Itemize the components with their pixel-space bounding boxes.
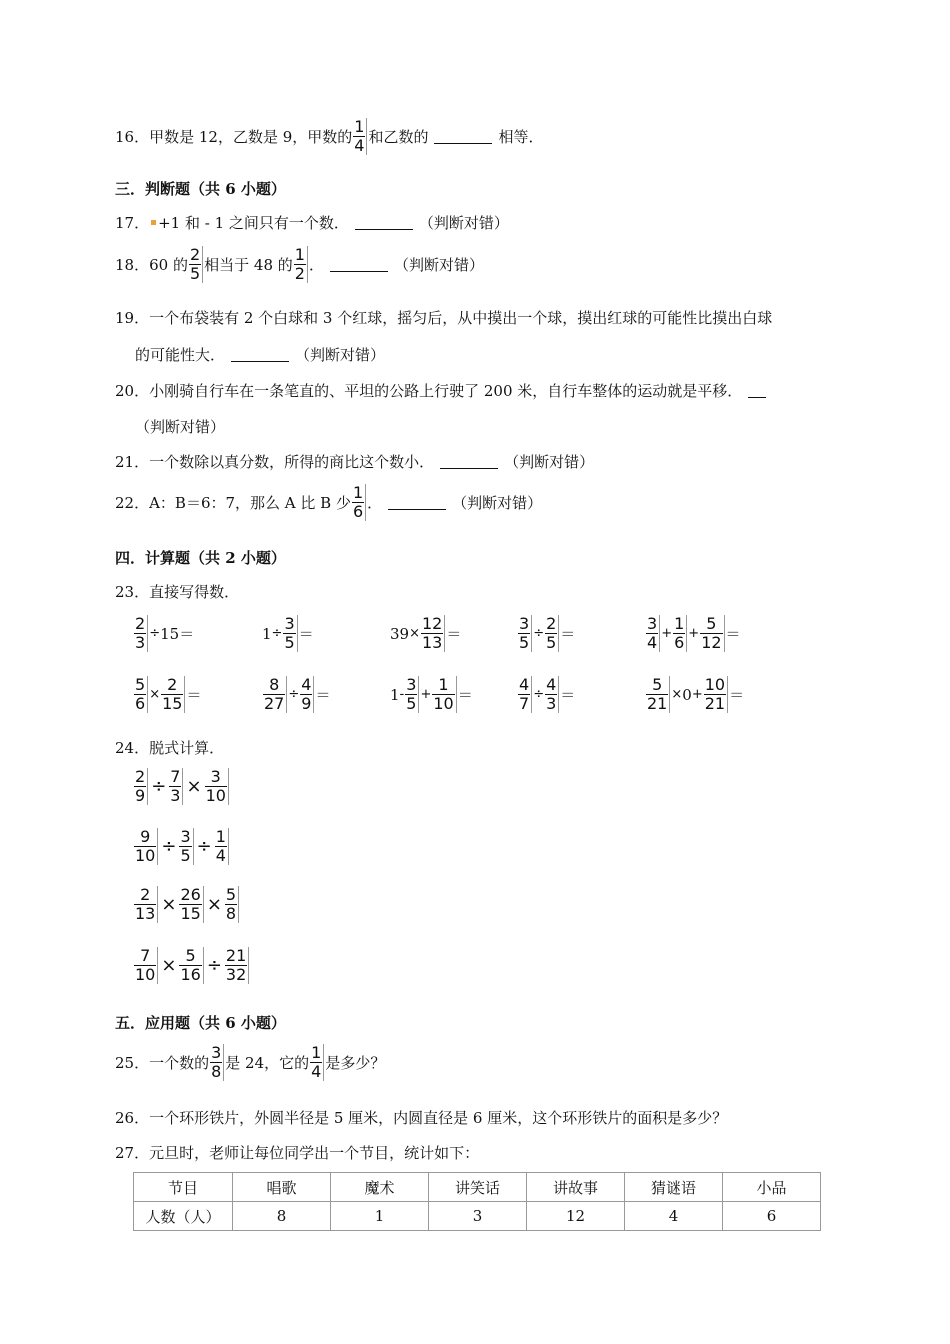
table-row <box>134 1202 821 1231</box>
question-26: 26．一个环形铁片，外圆半径是 5 厘米，内圆直径是 6 厘米，这个环形铁片的面积是多少？ <box>115 1109 728 1127</box>
question-22: 22．A：B＝6：7，那么 A 比 B 少 $\frac{1}{6}$ ． （判断对错） <box>115 483 543 521</box>
question-23-title: 23．直接写得数． <box>115 583 240 601</box>
table-cell: 猜谜语 <box>625 1173 723 1202</box>
fraction: $\frac{2}{5}$ <box>189 246 203 283</box>
table-cell: 魔术 <box>331 1173 429 1202</box>
answer-blank[interactable] <box>440 454 498 469</box>
table-cell: 讲笑话 <box>429 1173 527 1202</box>
calc-item: $\frac{8}{27}$ ÷ $\frac{4}{9}$ ＝ <box>264 675 331 713</box>
fraction: $\frac{1}{6}$ <box>352 484 366 521</box>
table-cell: 4 <box>625 1202 723 1231</box>
question-18: 18．60 的 $\frac{2}{5}$ 相当于 48 的 $\frac{1}{2}$ ． （判断对错） <box>115 245 484 283</box>
calc-item: 1 ÷ $\frac{3}{5}$ ＝ <box>262 614 314 652</box>
question-24-title: 24．脱式计算． <box>115 739 225 757</box>
table-cell: 6 <box>723 1202 821 1231</box>
expression-1: $\frac{2}{9}$ ÷ $\frac{7}{3}$ × $\frac{3}{10}$ <box>133 768 230 805</box>
table-cell: 人数（人） <box>134 1202 233 1231</box>
answer-blank[interactable] <box>330 257 388 272</box>
section-5-heading: 五．应用题（共 6 小题） <box>115 1014 286 1032</box>
answer-blank[interactable] <box>355 215 413 230</box>
expression-2: $\frac{9}{10}$ ÷ $\frac{3}{5}$ ÷ $\frac{1}{4}$ <box>133 828 230 865</box>
fraction: $\frac{1}{2}$ <box>294 246 308 283</box>
expression-3: $\frac{2}{13}$ × $\frac{26}{15}$ × $\frac{5}{8}$ <box>133 886 240 923</box>
question-25: 25．一个数的 $\frac{3}{8}$ 是 24，它的 $\frac{1}{4}$ 是多少？ <box>115 1043 386 1081</box>
section-3-heading: 三．判断题（共 6 小题） <box>115 180 286 198</box>
question-17: 17． +1 和 - 1 之间只有一个数． （判断对错） <box>115 214 509 232</box>
answer-blank[interactable] <box>388 495 446 510</box>
question-20-line1: 20．小刚骑自行车在一条笔直的、平坦的公路上行驶了 200 米，自行车整体的运动就是平移． <box>115 380 772 401</box>
question-20-line2: （判断对错） <box>135 418 226 436</box>
question-27: 27．元旦时，老师让每位同学出一个节目，统计如下： <box>115 1144 480 1162</box>
table-header-row <box>134 1173 821 1202</box>
table-cell: 3 <box>429 1202 527 1231</box>
table-cell: 12 <box>527 1202 625 1231</box>
answer-blank[interactable] <box>434 129 492 144</box>
program-stats-table <box>133 1172 821 1231</box>
table-cell: 1 <box>331 1202 429 1231</box>
calc-item: $\frac{3}{4}$ + $\frac{1}{6}$ + $\frac{5}{12}$ ＝ <box>647 614 741 652</box>
answer-blank[interactable] <box>748 383 766 398</box>
calc-item: $\frac{5}{6}$ × $\frac{2}{15}$ ＝ <box>135 675 202 713</box>
table-cell: 讲故事 <box>527 1173 625 1202</box>
question-21: 21．一个数除以真分数，所得的商比这个数小． （判断对错） <box>115 453 595 471</box>
section-4-heading: 四．计算题（共 2 小题） <box>115 549 286 567</box>
calc-item: 1 - $\frac{3}{5}$ + $\frac{1}{10}$ ＝ <box>390 675 473 713</box>
calc-item: $\frac{4}{7}$ ÷ $\frac{4}{3}$ ＝ <box>519 675 576 713</box>
expression-4: $\frac{7}{10}$ × $\frac{5}{16}$ ÷ $\frac{21}{32}$ <box>133 947 250 984</box>
question-16: 16．甲数是 12，乙数是 9，甲数的 $\frac{1}{4}$ 和乙数的 相等． <box>115 117 544 155</box>
marker-icon <box>151 220 156 225</box>
question-19-line2: 的可能性大． （判断对错） <box>135 346 386 364</box>
fraction: $\frac{1}{4}$ <box>353 118 367 155</box>
table-cell: 8 <box>233 1202 331 1231</box>
table-cell: 唱歌 <box>233 1173 331 1202</box>
table-cell: 小品 <box>723 1173 821 1202</box>
answer-blank[interactable] <box>231 347 289 362</box>
calc-item: $\frac{3}{5}$ ÷ $\frac{2}{5}$ ＝ <box>519 614 576 652</box>
calc-item: 39 × $\frac{12}{13}$ ＝ <box>390 614 462 652</box>
calc-item: $\frac{2}{3}$ ÷ 15 ＝ <box>135 614 195 652</box>
table-cell: 节目 <box>134 1173 233 1202</box>
question-19-line1: 19．一个布袋装有 2 个白球和 3 个红球，摇匀后，从中摸出一个球，摸出红球的可能性比摸出白球 <box>115 309 773 327</box>
calc-item: $\frac{5}{21}$ × 0 + $\frac{10}{21}$ ＝ <box>647 675 745 713</box>
